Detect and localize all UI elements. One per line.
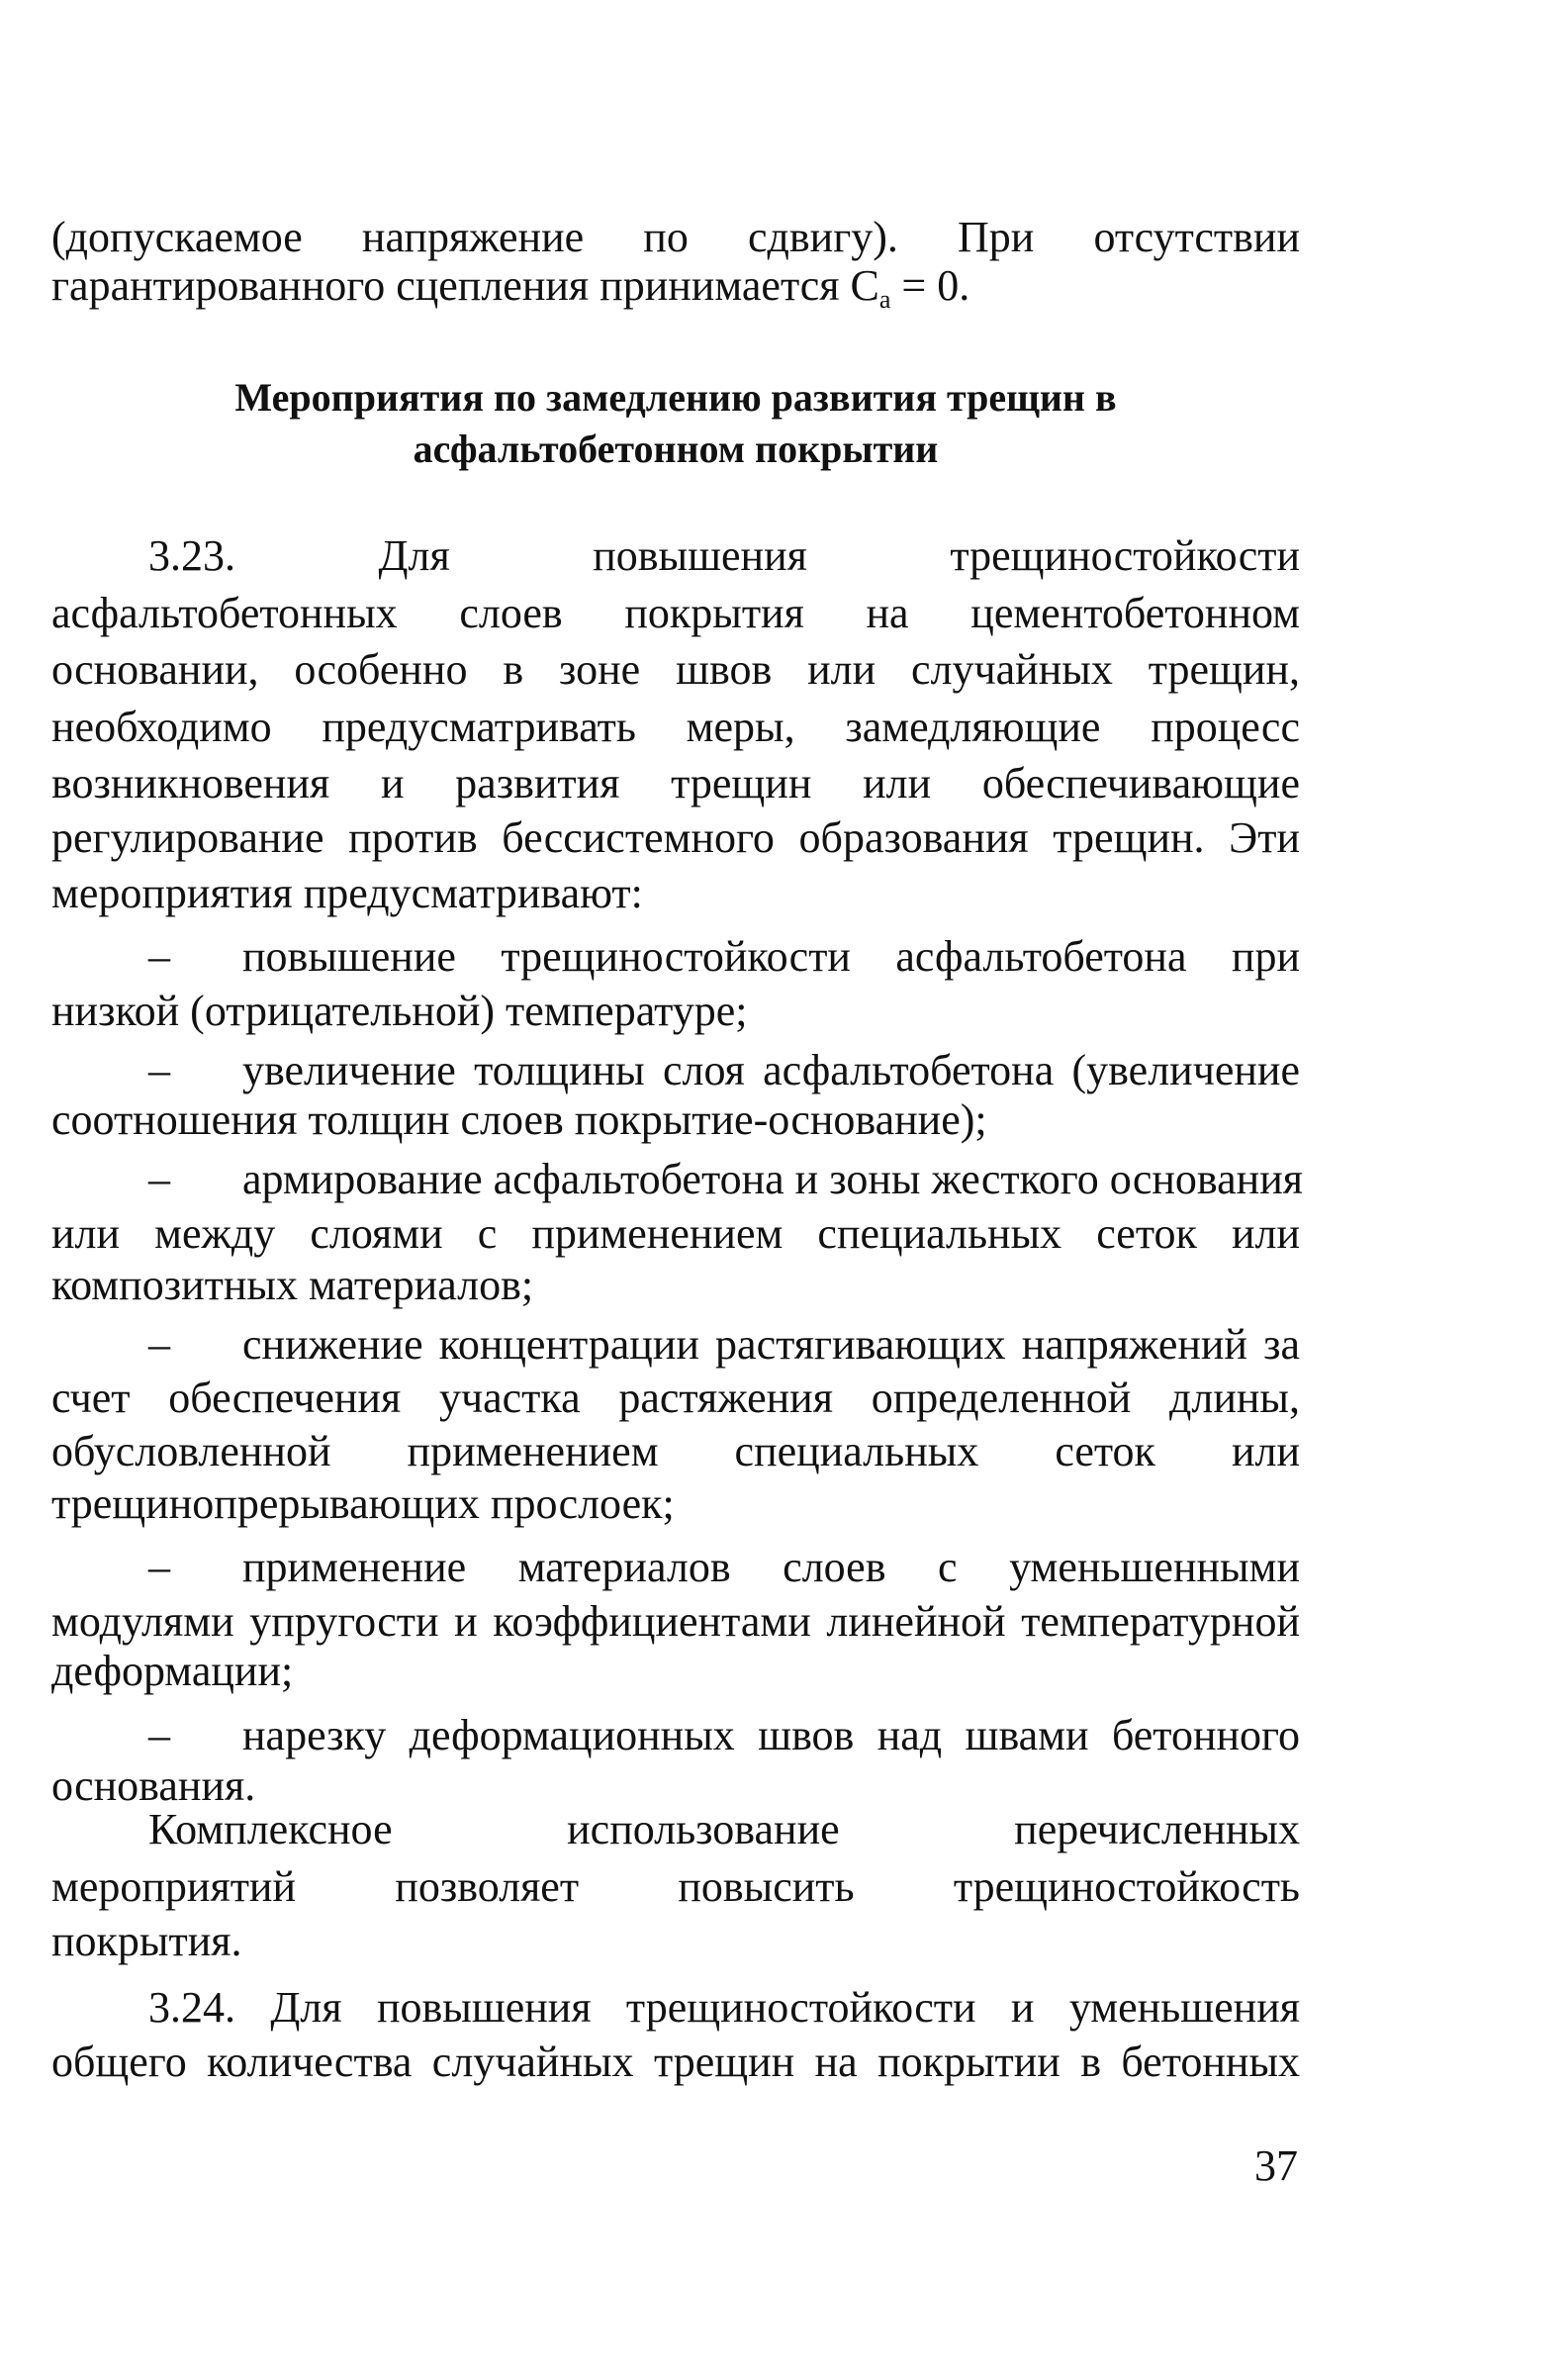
measure-3-line-1: армирование асфальтобетона и зоны жесткого основания (242, 1155, 1303, 1203)
para-3-23-line-5: возникновения и развития трещин или обеспечивающие (51, 759, 1300, 807)
intro-line-2-suffix: = 0. (890, 261, 970, 310)
measure-1-line-1: повышение трещиностойкости асфальтобетона при (242, 932, 1300, 981)
measure-3-line-3: композитных материалов; (51, 1261, 534, 1309)
para-3-23-line-6: регулирование против бессистемного образования трещин. Эти (51, 813, 1300, 862)
summary-line-1: Комплексное использование перечисленных (148, 1805, 1300, 1853)
measure-5-line-3: деформации; (51, 1647, 294, 1695)
para-3-24-line-2: общего количества случайных трещин на покрытии в бетонных (51, 2038, 1300, 2086)
para-3-23-line-3: основании, особенно в зоне швов или случайных трещин, (51, 645, 1300, 694)
para-3-23-line-1: 3.23. Для повышения трещиностойкости (148, 531, 1300, 580)
measure-1-line-2: низкой (отрицательной) температуре; (51, 987, 748, 1035)
para-3-23-line-7: мероприятия предусматривают: (51, 869, 643, 917)
intro-line-1: (допускаемое напряжение по сдвигу). При отсутствии (51, 213, 1300, 261)
measure-3-line-2: или между слоями с применением специальных сеток или (51, 1209, 1300, 1258)
measure-4-line-4: трещинопрерывающих прослоек; (51, 1479, 675, 1528)
measure-5-line-2: модулями упругости и коэффициентами линейной температурной (51, 1597, 1300, 1646)
bullet-dash-6: – (148, 1711, 170, 1759)
summary-line-3: покрытия. (51, 1917, 242, 1965)
summary-line-2: мероприятий позволяет повысить трещиностойкость (51, 1862, 1300, 1911)
page-number: 37 (1254, 2141, 1298, 2190)
para-3-23-line-2: асфальтобетонных слоев покрытия на цементобетонном (51, 589, 1300, 637)
para-3-24-line-1: 3.24. Для повышения трещиностойкости и уменьшения (148, 1983, 1300, 2032)
para-3-23-line-4: необходимо предусматривать меры, замедляющие процесс (51, 703, 1300, 751)
bullet-dash-4: – (148, 1320, 170, 1369)
section-heading-line-2: асфальтобетонном покрытии (413, 427, 939, 471)
measure-5-line-1: применение материалов слоев с уменьшенными (242, 1543, 1300, 1591)
bullet-dash-3: – (148, 1155, 170, 1203)
measure-6-line-2: основания. (51, 1761, 256, 1810)
measure-2-line-2: соотношения толщин слоев покрытие-основание); (51, 1095, 987, 1144)
measure-2-line-1: увеличение толщины слоя асфальтобетона (увеличение (242, 1046, 1300, 1094)
bullet-dash-2: – (148, 1046, 170, 1094)
section-heading-line-1: Мероприятия по замедлению развития трещин в (234, 375, 1117, 420)
intro-line-2-prefix: гарантированного сцепления принимается C (51, 261, 879, 310)
bullet-dash-1: – (148, 932, 170, 981)
intro-line-2-subscript: a (878, 285, 891, 314)
measure-4-line-3: обусловленной применением специальных сеток или (51, 1427, 1300, 1475)
measure-4-line-1: снижение концентрации растягивающих напряжений за (242, 1320, 1300, 1369)
measure-4-line-2: счет обеспечения участка растяжения определенной длины, (51, 1374, 1300, 1422)
intro-line-2 (51, 259, 1300, 327)
bullet-dash-5: – (148, 1543, 170, 1591)
measure-6-line-1: нарезку деформационных швов над швами бетонного (242, 1711, 1300, 1759)
